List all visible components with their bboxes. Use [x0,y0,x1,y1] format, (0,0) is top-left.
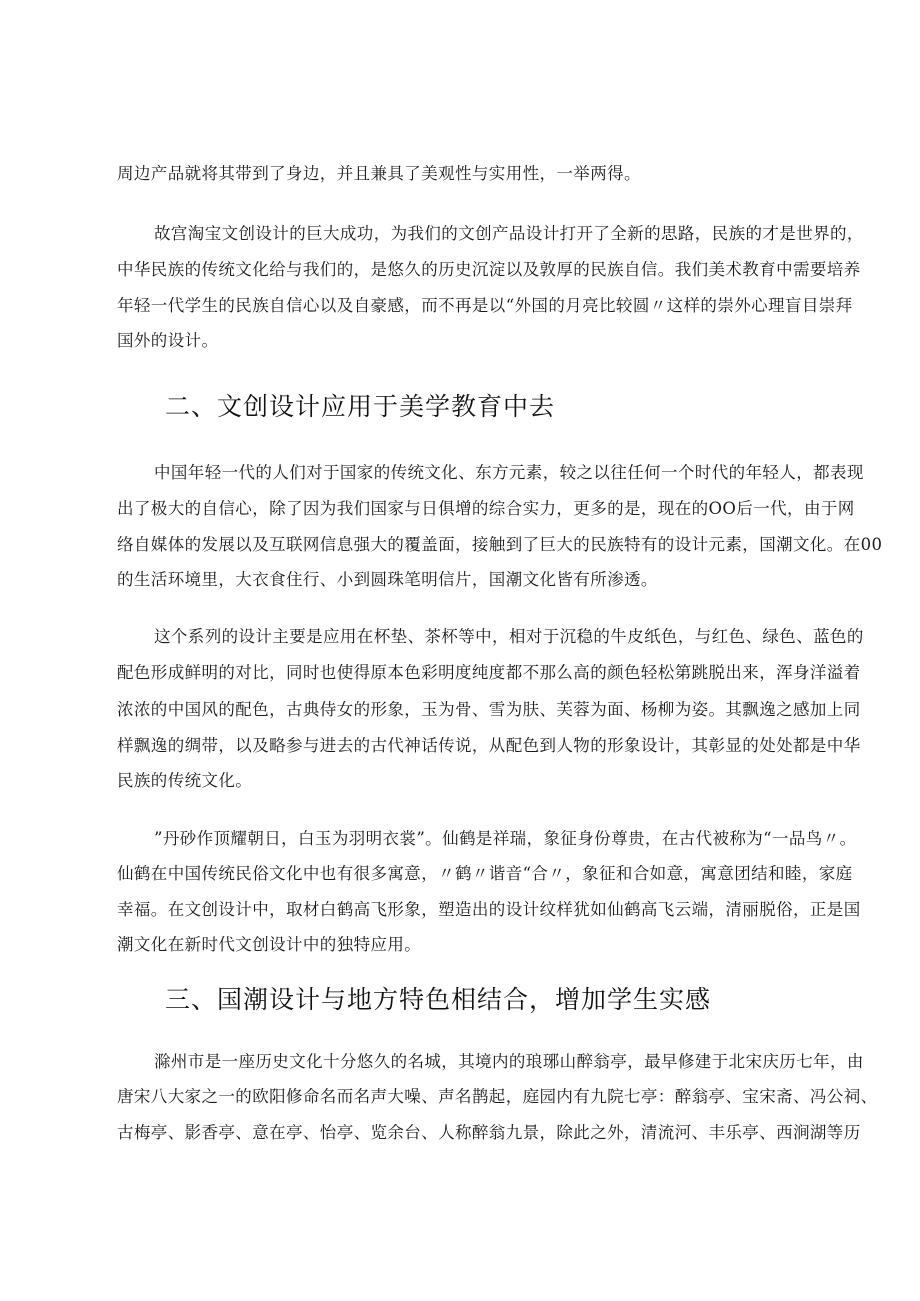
paragraph-line: 周边产品就将其带到了身边，并且兼具了美观性与实用性，一举两得。 [117,164,641,183]
paragraph-line: 中国年轻一代的人们对于国家的传统文化、东方元素，较之以往任何一个时代的年轻人，都表现 [154,463,864,482]
paragraph-line: 民族的传统文化。 [117,771,253,790]
paragraph-line: 潮文化在新时代文创设计中的独特应用。 [117,935,422,954]
paragraph-line: 国外的设计。 [117,331,219,350]
paragraph-line: 浓浓的中国风的配色，古典侍女的形象，玉为骨、雪为肤、芙蓉为面、杨柳为姿。其飘逸之感加上同 [117,700,861,719]
paragraph-line: 络自媒体的发展以及互联网信息强大的覆盖面，接触到了巨大的民族特有的设计元素，国潮文化。在00 [117,535,883,554]
paragraph-line: 配色形成鲜明的对比，同时也使得原本色彩明度纯度都不那么高的颜色轻松第跳脱出来，浑身洋溢着 [117,663,861,682]
paragraph-line: 幸福。在文创设计中，取材白鹤高飞形象，塑造出的设计纹样犹如仙鹤高飞云端，清丽脱俗，正是国 [117,900,861,919]
paragraph-line: 唐宋八大家之一的欧阳修命名而名声大噪、声名鹊起，庭园内有九院七亭：醉翁亭、宝宋斋、冯公祠、 [117,1087,878,1106]
paragraph-line: 年轻一代学生的民族自信心以及自豪感，而不再是以“外国的月亮比较圆〃这样的崇外心理盲目崇拜 [117,296,853,315]
paragraph-line: 样飘逸的绸带，以及略参与进去的古代神话传说，从配色到人物的形象设计，其彰显的处处都是中华 [117,736,861,755]
paragraph-line: 滁州市是一座历史文化十分悠久的名城，其境内的琅琊山醉翁亭，最早修建于北宋庆历七年，由 [154,1052,864,1071]
paragraph-line: 这个系列的设计主要是应用在杯垫、茶杯等中，相对于沉稳的牛皮纸色，与红色、绿色、蓝色的 [154,627,864,646]
paragraph-line: 仙鹤在中国传统民俗文化中也有很多寓意，〃鹤〃谐音“合〃，象征和合如意，寓意团结和睦，家庭 [117,864,853,883]
paragraph-line: 古梅亭、影香亭、意在亭、怡亭、览余台、人称醉翁九景，除此之外，清流河、丰乐亭、西涧湖等历 [117,1123,861,1142]
section-heading: 三、国潮设计与地方特色相结合，增加学生实感 [165,985,712,1014]
paragraph-line: 中华民族的传统文化给与我们的，是悠久的历史沉淀以及敦厚的民族自信。我们美术教育中需要培养 [117,260,861,279]
paragraph-line: 故宫淘宝文创设计的巨大成功，为我们的文创产品设计打开了全新的思路，民族的才是世界的， [154,224,864,243]
section-heading: 二、文创设计应用于美学教育中去 [165,392,556,421]
paragraph-line: 出了极大的自信心，除了因为我们国家与日俱增的综合实力，更多的是，现在的OO后一代，由于网 [117,499,855,518]
paragraph-line: ”丹砂作顶耀朝日，白玉为羽明衣裳”。仙鹤是祥瑞，象征身份尊贵，在古代被称为“一品鸟〃。 [154,829,857,848]
paragraph-line: 的生活环境里，大衣食住行、小到圆珠笔明信片，国潮文化皆有所渗透。 [117,570,658,589]
